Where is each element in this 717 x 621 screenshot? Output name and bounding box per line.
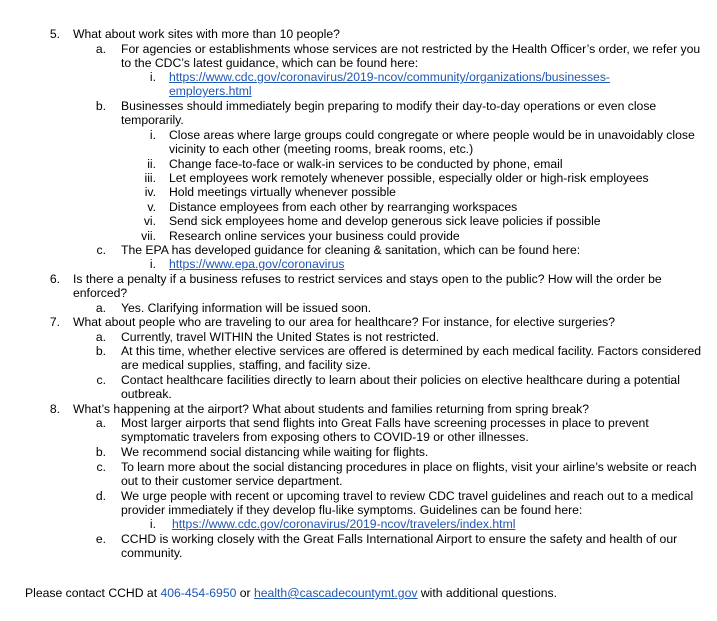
answer-text: Businesses should immediately begin preparing to modify their day-to-day operations or even close	[121, 99, 657, 113]
question-text: What’s happening at the airport? What about students and families returning from spring break?	[73, 402, 590, 416]
answer-text: At this time, whether elective services are offered is determined by each medical facility. Factors considered	[121, 344, 702, 358]
list-letter: c.	[96, 373, 106, 387]
question-text: What about work sites with more than 10 people?	[73, 27, 340, 41]
answer-text: Hold meetings virtually whenever possible	[169, 185, 396, 199]
footer-text: with additional questions.	[417, 586, 558, 600]
footer-text: or	[236, 586, 254, 600]
list-roman: v.	[147, 200, 156, 214]
answer-text: out to their customer service department.	[121, 474, 343, 488]
contact-footer	[25, 586, 557, 600]
list-roman: i.	[149, 70, 156, 84]
list-letter: b.	[95, 344, 106, 358]
list-roman: iv.	[144, 185, 156, 199]
answer-text: Research online services your business could provide	[169, 229, 460, 243]
answer-text: to the CDC’s latest guidance, which can be found here:	[121, 56, 419, 70]
answer-text: outbreak.	[121, 387, 172, 401]
answer-text: For agencies or establishments whose services are not restricted by the Health Officer’s order, we refer you	[121, 42, 701, 56]
list-roman: i.	[149, 517, 156, 531]
list-letter: d.	[95, 489, 106, 503]
answer-text: provider immediately if they develop flu-like symptoms. Guidelines can be found here:	[121, 503, 583, 517]
answer-text: Contact healthcare facilities directly to learn about their policies on elective healthcare during a potential	[121, 373, 680, 387]
answer-text: are medical supplies, staffing, and facility size.	[121, 358, 371, 372]
answer-text: Yes. Clarifying information will be issued soon.	[121, 301, 372, 315]
answer-text: Currently, travel WITHIN the United States is not restricted.	[121, 330, 440, 344]
list-letter: b.	[95, 99, 106, 113]
list-number: 8.	[49, 402, 60, 416]
footer-text: Please contact CCHD at	[25, 586, 161, 600]
list-letter: a.	[95, 301, 106, 315]
answer-text: Change face-to-face or walk-in services to be conducted by phone, email	[169, 157, 563, 171]
answer-text: The EPA has developed guidance for cleaning & sanitation, which can be found here:	[121, 243, 581, 257]
answer-text: temporarily.	[121, 113, 184, 127]
list-roman: ii.	[147, 157, 156, 171]
answer-text: Send sick employees home and develop generous sick leave policies if possible	[169, 214, 601, 228]
answer-text: Most larger airports that send flights into Great Falls have screening processes in place to prevent	[121, 416, 649, 430]
list-letter: c.	[96, 243, 106, 257]
answer-text: We recommend social distancing while waiting for flights.	[121, 445, 429, 459]
answer-text: Distance employees from each other by rearranging workspaces	[169, 200, 518, 214]
email-link[interactable]: health@cascadecountymt.gov	[254, 586, 418, 600]
answer-text: symptomatic travelers from exposing others to COVID-19 or other illnesses.	[121, 430, 529, 444]
cdc-businesses-link-cont[interactable]: employers.html	[169, 84, 252, 98]
epa-coronavirus-link[interactable]: https://www.epa.gov/coronavirus	[169, 257, 345, 271]
list-letter: c.	[96, 460, 106, 474]
cdc-travelers-link[interactable]: https://www.cdc.gov/coronavirus/2019-ncov/travelers/index.html	[172, 517, 516, 531]
answer-text: To learn more about the social distancing procedures in place on flights, visit your airline’s website or reach	[121, 460, 697, 474]
list-letter: e.	[95, 532, 106, 546]
list-roman: i.	[149, 128, 156, 142]
list-letter: b.	[95, 445, 106, 459]
list-number: 7.	[49, 315, 60, 329]
question-text: What about people who are traveling to our area for healthcare? For instance, for elective surgeries?	[73, 315, 615, 329]
phone-number[interactable]: 406-454-6950	[160, 586, 237, 600]
list-letter: a.	[95, 330, 106, 344]
list-roman: iii.	[144, 171, 156, 185]
answer-text: CCHD is working closely with the Great Falls International Airport to ensure the safety and health of our	[121, 532, 678, 546]
list-letter: a.	[95, 42, 106, 56]
list-roman: i.	[149, 257, 156, 271]
answer-text: Let employees work remotely whenever possible, especially older or high-risk employees	[169, 171, 649, 185]
question-text: enforced?	[73, 286, 128, 300]
answer-text: We urge people with recent or upcoming travel to review CDC travel guidelines and reach out to a medical	[121, 489, 694, 503]
list-number: 6.	[49, 272, 60, 286]
cdc-businesses-link[interactable]: https://www.cdc.gov/coronavirus/2019-ncov/community/organizations/businesses-	[169, 70, 610, 84]
answer-text: community.	[121, 546, 183, 560]
list-number: 5.	[49, 27, 60, 41]
answer-text: vicinity to each other (meeting rooms, break rooms, etc.)	[169, 142, 474, 156]
question-text: Is there a penalty if a business refuses to restrict services and stays open to the public? How will the order be	[73, 272, 662, 286]
list-letter: a.	[95, 416, 106, 430]
list-roman: vi.	[143, 214, 156, 228]
answer-text: Close areas where large groups could congregate or where people would be in unavoidably close	[169, 128, 695, 142]
list-roman: vii.	[141, 229, 156, 243]
